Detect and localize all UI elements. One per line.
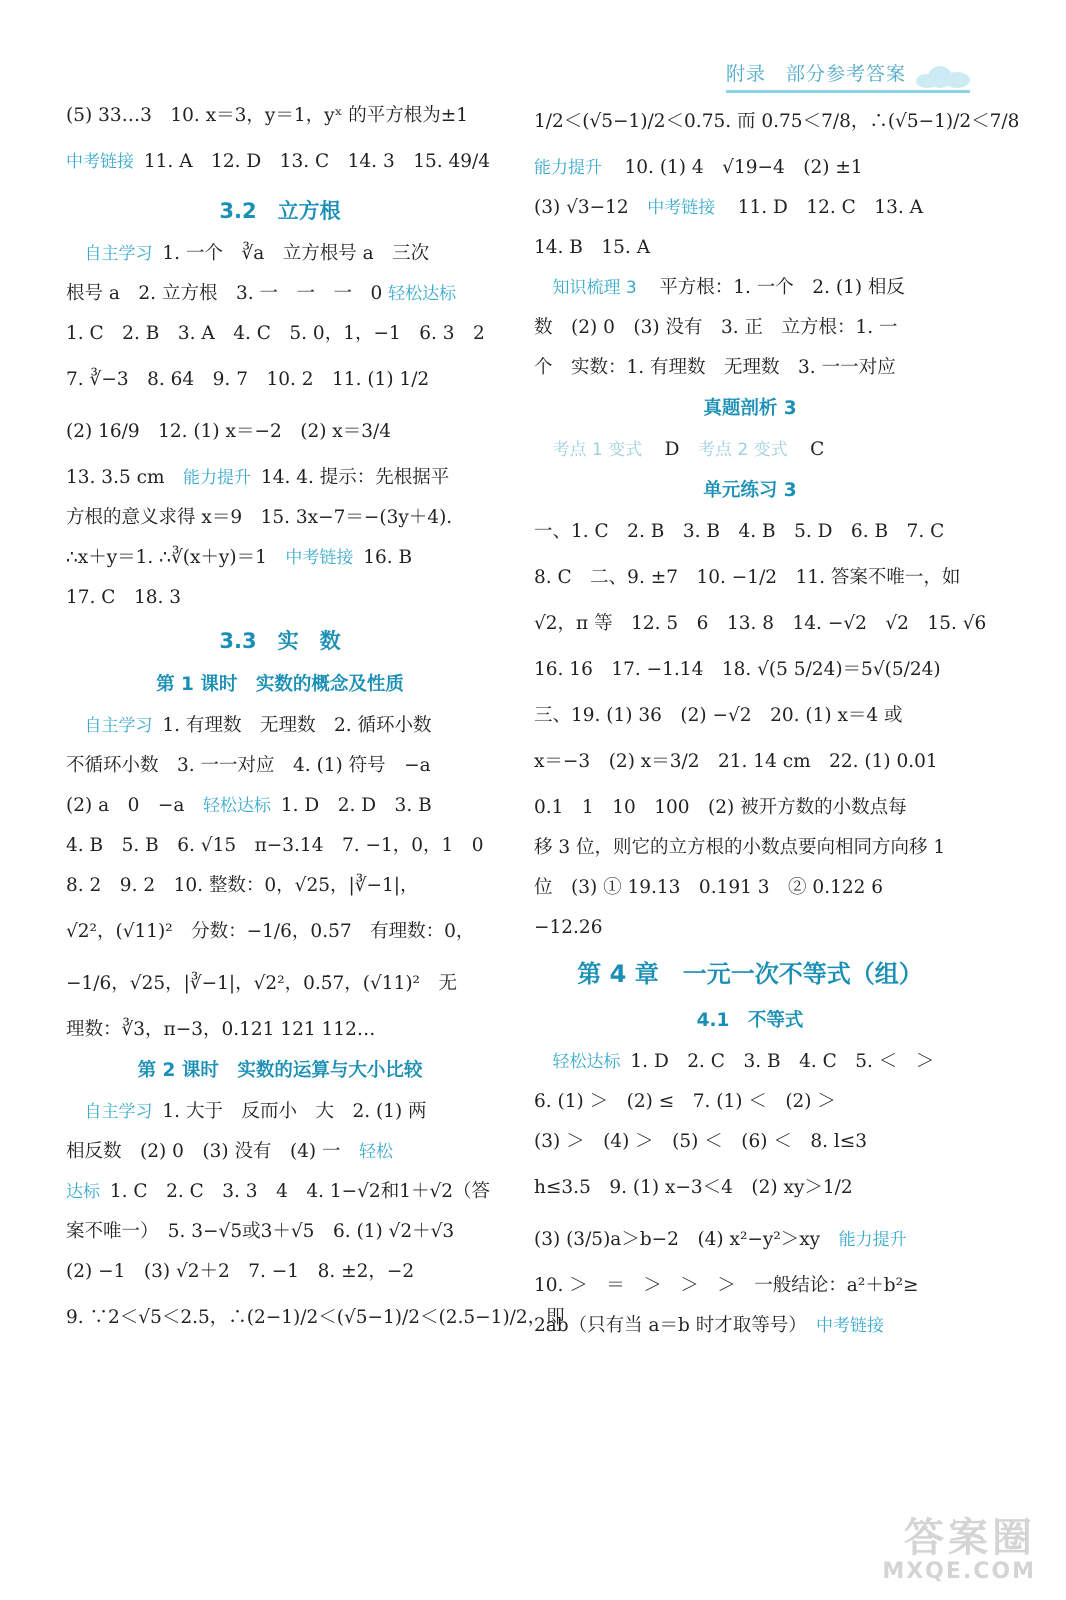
answer-text: 14. 4. 提示：先根据平 <box>260 467 450 488</box>
answer-line: 数 (2) 0 (3) 没有 3. 正 立方根：1. 一 <box>534 317 898 338</box>
answer-line: 不循环小数 3. 一一对应 4. (1) 符号 −a <box>66 755 431 776</box>
watermark-url: MXQE.COM <box>882 1559 1036 1584</box>
answer-text: 1. 有理数 无理数 2. 循环小数 <box>162 715 432 736</box>
watermark <box>846 1516 1036 1586</box>
answer-line: (5) 33…3 10. x＝3，y＝1，yˣ 的平方根为±1 <box>66 105 469 126</box>
section-tag: 自主学习 <box>84 244 153 264</box>
answer-line: 10. ＞ ＝ ＞ ＞ ＞ 一般结论：a²＋b²≥ <box>534 1275 919 1296</box>
section-heading: 4.1 不等式 <box>696 1010 804 1031</box>
answer-line: 9. ∵2＜√5＜2.5，∴(2−1)/2＜(√5−1)/2＜(2.5−1)/2，即 <box>66 1307 565 1328</box>
page-header <box>726 56 970 93</box>
answer-line: −1/6，√25，|∛−1|，√2²，0.5̇7，(√11)² 无 <box>66 973 457 994</box>
section-heading: 3.2 立方根 <box>219 199 341 223</box>
answer-text: 1. D 2. C 3. B 4. C 5. ＜ ＞ <box>630 1051 935 1072</box>
subsection-heading: 第 2 课时 实数的运算与大小比较 <box>137 1060 423 1081</box>
answer-line <box>66 538 494 578</box>
answer-line: −12.26 <box>534 917 603 938</box>
answer-line: 位 (3) ① 19.13 0.191 3 ② 0.122 6 <box>534 877 884 898</box>
answer-line: 7. ∛−3 8. 64 9. 7 10. 2 11. (1) 1/2 <box>66 369 430 390</box>
answer-line <box>66 1172 494 1212</box>
answer-text: 11. A 12. D 13. C 14. 3 15. 49/4 <box>143 151 491 172</box>
answer-line: 1/2＜(√5−1)/2＜0.75. 而 0.75＜7/8，∴(√5−1)/2＜7/8 <box>534 111 1020 132</box>
answer-line <box>66 136 494 188</box>
answer-line: h≤3.5 9. (1) x−3＜4 (2) xy＞1/2 <box>534 1177 853 1198</box>
answer-text: (2) a 0 −a <box>66 795 185 816</box>
answer-line <box>534 188 966 228</box>
answer-line: 8. C 二、9. ±7 10. −1/2 11. 答案不唯一，如 <box>534 567 961 588</box>
answer-text: 1. 一个 ∛a 立方根号 a 三次 <box>162 243 430 264</box>
answer-line: 4. B 5. B 6. √15 π−3.14 7. −1，0，1 0 <box>66 835 484 856</box>
section-heading: 3.3 实 数 <box>219 629 341 653</box>
answer-text: 10. (1) 4 √19−4 (2) ±1 <box>624 157 863 178</box>
answer-line <box>66 1092 494 1132</box>
answer-line <box>66 458 494 498</box>
answer-text: 11. D 12. C 13. A <box>737 197 923 218</box>
answer-line <box>66 786 494 826</box>
answer-text: 2ab（只有当 a＝b 时才取等号） <box>534 1315 798 1336</box>
section-heading: 单元练习 3 <box>703 480 797 501</box>
answer-line: 个 实数：1. 有理数 无理数 3. 一一对应 <box>534 357 896 378</box>
answer-text: 相反数 (2) 0 (3) 没有 (4) 一 <box>66 1141 341 1162</box>
answer-line: 一、1. C 2. B 3. B 4. B 5. D 6. B 7. C <box>534 521 945 542</box>
answer-line: (2) −1 (3) √2＋2 7. −1 8. ±2，−2 <box>66 1261 415 1282</box>
answer-line <box>534 1042 966 1082</box>
answer-line <box>534 268 966 308</box>
answer-line: (3) ＞ (4) ＞ (5) ＜ (6) ＜ 8. l≤3 <box>534 1131 868 1152</box>
answer-line <box>66 706 494 746</box>
header-title: 附录 部分参考答案 <box>725 63 906 85</box>
answer-line: 8. 2 9. 2 10. 整数：0，√25，|∛−1|， <box>66 875 419 896</box>
left-column <box>66 96 565 1344</box>
section-tag: 考点 2 变式 <box>698 440 788 460</box>
answer-text: C <box>810 439 825 460</box>
answer-line: 17. C 18. 3 <box>66 587 182 608</box>
section-tag: 知识梳理 3 <box>552 278 637 298</box>
answer-line <box>66 274 494 314</box>
answer-line <box>66 234 494 274</box>
answer-line: 16. 16 17. −1.14 18. √(5 5/24)＝5√(5/24) <box>534 659 941 680</box>
section-heading: 真题剖析 3 <box>703 398 797 419</box>
section-tag: 轻松达标 <box>202 796 271 816</box>
answer-line: 0.1 1 10 100 (2) 被开方数的小数点每 <box>534 797 907 818</box>
cloud-icon <box>916 64 970 88</box>
chapter-heading: 第 4 章 一元一次不等式（组） <box>577 960 923 988</box>
answer-line: x＝−3 (2) x＝3/2 21. 14 cm 22. (1) 0.01 <box>534 751 938 772</box>
answer-text: 平方根：1. 一个 2. (1) 相反 <box>659 277 905 298</box>
section-tag: 轻松达标 <box>552 1052 621 1072</box>
answer-line: 三、19. (1) 36 (2) −√2 20. (1) x＝4 或 <box>534 705 903 726</box>
answer-text: 1. 大于 反而小 大 2. (1) 两 <box>162 1101 427 1122</box>
answer-text: 1. D 2. D 3. B <box>280 795 432 816</box>
answer-line <box>534 430 966 470</box>
section-tag: 中考链接 <box>66 152 134 172</box>
answer-line: √2²，(√11)² 分数：−1/6，0.5̇7 有理数：0， <box>66 921 475 942</box>
right-column <box>534 96 1020 1346</box>
answer-line: (2) 16/9 12. (1) x＝−2 (2) x＝3/4 <box>66 421 392 442</box>
answer-text: ∴x＋y＝1. ∴∛(x＋y)＝1 <box>66 547 267 568</box>
answer-line <box>534 1214 966 1266</box>
answer-text: (3) (3/5)a＞b−2 (4) x²−y²＞xy <box>534 1229 821 1250</box>
answer-line <box>534 1306 966 1346</box>
subsection-heading: 第 1 课时 实数的概念及性质 <box>156 674 404 695</box>
watermark-logo: 答案圈 <box>904 1515 1036 1561</box>
section-tag: 自主学习 <box>84 716 153 736</box>
section-tag: 中考链接 <box>647 198 716 218</box>
answer-line: 方根的意义求得 x＝9 15. 3x−7＝−(3y＋4). <box>66 507 453 528</box>
answer-line: 理数：∛3，π−3，0.121 121 112… <box>66 1019 376 1040</box>
answer-line: 14. B 15. A <box>534 237 651 258</box>
section-tag: 中考链接 <box>816 1316 885 1336</box>
section-tag: 中考链接 <box>285 548 354 568</box>
section-tag: 能力提升 <box>183 468 252 488</box>
section-tag: 能力提升 <box>838 1230 907 1250</box>
section-tag: 轻松达标 <box>388 284 457 304</box>
answer-text: 根号 a 2. 立方根 3. 一 一 一 0 <box>66 283 383 304</box>
section-tag: 能力提升 <box>534 158 602 178</box>
section-tag: 自主学习 <box>84 1102 153 1122</box>
section-tag: 达标 <box>66 1182 100 1202</box>
answer-text: 16. B <box>363 547 413 568</box>
answer-text: (3) √3−12 <box>534 197 629 218</box>
section-tag: 考点 1 变式 <box>552 440 643 460</box>
answer-line: 移 3 位，则它的立方根的小数点要向相同方向移 1 <box>534 837 946 858</box>
section-tag: 轻松 <box>359 1142 394 1162</box>
answer-text: D <box>664 439 680 460</box>
answer-line: 1. C 2. B 3. A 4. C 5. 0，1，−1 6. 3 2 <box>66 323 485 344</box>
answer-text: 13. 3.5 cm <box>66 467 165 488</box>
answer-line <box>534 148 966 188</box>
answer-line <box>66 1132 494 1172</box>
answer-line: √2，π 等 12. 5 6 13. 8 14. −√2 √2 15. √6 <box>534 613 987 634</box>
answer-text: 1. C 2. C 3. 3 4 4. 1−√2和1＋√2（答 <box>109 1181 491 1202</box>
answer-line: 案不唯一） 5. 3−√5或3＋√5 6. (1) √2＋√3 <box>66 1221 455 1242</box>
answer-line: 6. (1) ＞ (2) ≤ 7. (1) ＜ (2) ＞ <box>534 1091 836 1112</box>
